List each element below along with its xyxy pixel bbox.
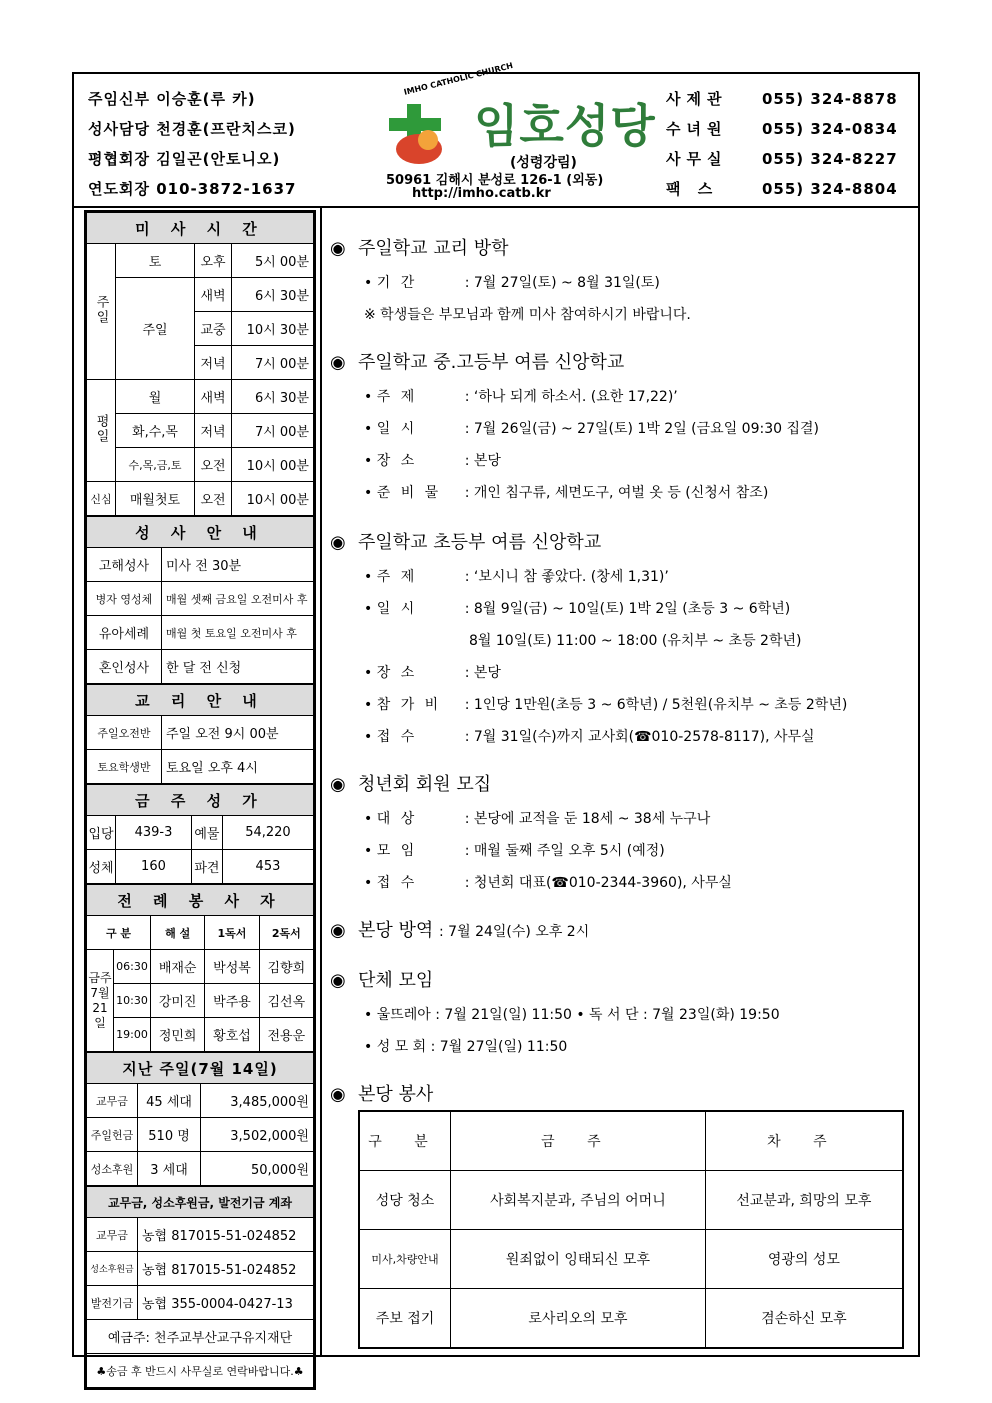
section-youth: ◉ 청년회 회원 모집: [330, 774, 492, 795]
header-left-2: 성사담당 천경훈(프란치스코): [88, 120, 296, 138]
vacation-note: ※ 학생들은 부모님과 함께 미사 참여하시기 바랍니다.: [364, 307, 691, 323]
section-service: ◉ 본당 봉사: [330, 1084, 434, 1105]
servers-time: 19:00: [114, 1018, 151, 1052]
sidebar: [84, 210, 316, 1390]
sacrament-value: 매월 셋째 금요일 오전미사 후: [162, 582, 314, 616]
header: [74, 61, 918, 208]
service-cell: 사회복지분과, 주님의 어머니: [451, 1171, 706, 1230]
offering-count: 510 명: [138, 1118, 201, 1152]
mass-day: 화,수,목: [116, 414, 195, 448]
mass-day: 수,목,금,토: [116, 448, 195, 482]
section-vacation: ◉ 주일학교 교리 방학: [330, 238, 509, 259]
sacrament-key: 혼인성사: [87, 650, 162, 684]
hymn-number: 453: [222, 850, 313, 884]
sacrament-title: 성 사 안 내: [87, 517, 314, 548]
servers-time: 10:30: [114, 984, 151, 1018]
el-item: • 장 소 : 본당: [364, 665, 501, 681]
offering-count: 3 세대: [138, 1152, 201, 1186]
header-right-3: 사무실 055) 324-8227: [666, 150, 898, 168]
mass-time: 5시 00분: [232, 244, 314, 278]
mass-time: 10시 00분: [232, 482, 314, 516]
hymn-table: [86, 784, 314, 884]
service-table: [358, 1110, 904, 1349]
servers-head: 1독서: [205, 916, 259, 950]
service-cell: 겸손하신 모후: [705, 1289, 903, 1349]
servers-head: 2독서: [259, 916, 313, 950]
mass-time: 6시 30분: [232, 278, 314, 312]
server-name: 박성복: [205, 950, 259, 984]
server-name: 김향희: [259, 950, 313, 984]
mass-slot: 오후: [195, 244, 232, 278]
mass-slot: 저녁: [195, 346, 232, 380]
service-head: 구 분: [359, 1111, 451, 1171]
church-address: 50961 김해시 분성로 126-1 (외동): [386, 173, 604, 188]
youth-item: • 모 임 : 매월 둘째 주일 오후 5시 (예정): [364, 843, 665, 859]
el-item: • 일 시 : 8월 9일(금) ~ 10일(토) 1박 2일 (초등 3 ~ 6학년): [364, 601, 791, 617]
el-item: • 참 가 비 : 1인당 1만원(초등 3 ~ 6학년) / 5천원(유치부 ~ 초등 2학년): [364, 697, 848, 713]
groups-line-2: • 성 모 회 : 7월 27일(일) 11:50: [364, 1039, 568, 1055]
servers-head: 해 설: [151, 916, 205, 950]
hymn-number: 160: [116, 850, 192, 884]
hs-item: • 일 시 : 7월 26일(금) ~ 27일(토) 1박 2일 (금요일 09:30 집결): [364, 421, 819, 437]
sacrament-value: 매월 첫 토요일 오전미사 후: [162, 616, 314, 650]
hymn-key: 예물: [191, 816, 222, 850]
el-item: 8월 10일(토) 11:00 ~ 18:00 (유치부 ~ 초등 2학년): [469, 633, 802, 649]
accounts-title: 교무금, 성소후원금, 발전기금 계좌: [87, 1187, 314, 1218]
hymn-key: 입당: [87, 816, 116, 850]
hymn-key: 성체: [87, 850, 116, 884]
mass-slot: 새벽: [195, 278, 232, 312]
offering-amount: 3,502,000원: [201, 1118, 314, 1152]
header-right-1: 사제관 055) 324-8878: [666, 90, 898, 108]
service-row-label: 주보 접기: [359, 1289, 451, 1349]
last-sunday-title: 지난 주일(7월 14일): [87, 1053, 314, 1084]
el-item: • 접 수 : 7월 31일(수)까지 교사회(☎010-2578-8117), 사무실: [364, 729, 815, 745]
church-url[interactable]: http://imho.catb.kr: [412, 186, 551, 201]
doctrine-table: [86, 684, 314, 784]
sunday-label: 주일: [87, 244, 116, 380]
account-key: 발전기금: [87, 1286, 138, 1320]
youth-item: • 대 상 : 본당에 교적을 둔 18세 ~ 38세 누구나: [364, 811, 711, 827]
hs-item: • 준 비 물 : 개인 침구류, 세면도구, 여벌 옷 등 (신청서 참조): [364, 485, 769, 501]
mass-day: 월: [116, 380, 195, 414]
church-subtitle: (성령강림): [510, 155, 577, 171]
service-cell: 영광의 성모: [705, 1230, 903, 1289]
doctrine-key: 주일오전반: [87, 716, 162, 750]
servers-head: 구 분: [87, 916, 151, 950]
mass-slot: 저녁: [195, 414, 232, 448]
hymn-title: 금 주 성 가: [87, 785, 314, 816]
accounts-table: [86, 1186, 314, 1388]
doctrine-title: 교 리 안 내: [87, 685, 314, 716]
weekday-label: 평일: [87, 380, 116, 482]
church-name: 임호성당: [474, 99, 656, 153]
hymn-key: 파견: [191, 850, 222, 884]
hs-item: • 장 소 : 본당: [364, 453, 501, 469]
church-english-name: IMHO CATHOLIC CHURCH: [402, 61, 514, 97]
sacrament-key: 유아세례: [87, 616, 162, 650]
vacation-period: • 기 간 : 7월 27일(토) ~ 8월 31일(토): [364, 275, 660, 291]
column-divider: [320, 207, 322, 1357]
offering-count: 45 세대: [138, 1084, 201, 1118]
account-key: 성소후원금: [87, 1252, 138, 1286]
doctrine-key: 토요학생반: [87, 750, 162, 784]
account-number: 농협 817015-51-024852: [138, 1252, 314, 1286]
groups-line-1: • 울뜨레아 : 7월 21일(일) 11:50 • 독 서 단 : 7월 23일(화) 19:50: [364, 1007, 780, 1023]
bulletin-page: [72, 61, 920, 1378]
servers-title: 전 례 봉 사 자: [87, 885, 314, 916]
server-name: 박주용: [205, 984, 259, 1018]
mass-times-table: [86, 212, 314, 516]
offering-key: 교무금: [87, 1084, 138, 1118]
mass-title: 미 사 시 간: [87, 213, 314, 244]
server-name: 강미진: [151, 984, 205, 1018]
last-sunday-table: [86, 1052, 314, 1186]
special-label: 신심: [87, 482, 116, 516]
servers-time: 06:30: [114, 950, 151, 984]
server-name: 배재순: [151, 950, 205, 984]
el-item: • 주 제 : ‘보시니 참 좋았다. (창세 1,31)’: [364, 569, 669, 585]
header-right-2: 수녀원 055) 324-0834: [666, 120, 898, 138]
mass-slot: 교중: [195, 312, 232, 346]
server-name: 김선옥: [259, 984, 313, 1018]
mass-time: 7시 00분: [232, 414, 314, 448]
header-left-3: 평협회장 김일곤(안토니오): [88, 150, 281, 168]
mass-time: 10시 00분: [232, 448, 314, 482]
section-elementary: ◉ 주일학교 초등부 여름 신앙학교: [330, 532, 602, 553]
sacrament-table: [86, 516, 314, 684]
section-highschool: ◉ 주일학교 중.고등부 여름 신앙학교: [330, 352, 625, 373]
sacrament-value: 미사 전 30분: [162, 548, 314, 582]
mass-day: 매월첫토: [116, 482, 195, 516]
hymn-number: 439-3: [116, 816, 192, 850]
hs-item: • 주 제 : ‘하나 되게 하소서. (요한 17,22)’: [364, 389, 678, 405]
offering-amount: 50,000원: [201, 1152, 314, 1186]
youth-item: • 접 수 : 청년회 대표(☎010-2344-3960), 사무실: [364, 875, 732, 891]
header-left-4: 연도회장 010-3872-1637: [88, 180, 297, 198]
doctrine-value: 토요일 오후 4시: [162, 750, 314, 784]
service-cell: 로사리오의 모후: [451, 1289, 706, 1349]
mass-day: 토: [116, 244, 195, 278]
sacrament-value: 한 달 전 신청: [162, 650, 314, 684]
offering-key: 주일헌금: [87, 1118, 138, 1152]
service-cell: 선교분과, 희망의 모후: [705, 1171, 903, 1230]
mass-slot: 오전: [195, 448, 232, 482]
header-right-4: 팩 스 055) 324-8804: [666, 180, 898, 198]
service-head: 금 주: [451, 1111, 706, 1171]
offering-amount: 3,485,000원: [201, 1084, 314, 1118]
header-left-1: 주임신부 이승훈(루 카): [88, 90, 256, 108]
service-head: 차 주: [705, 1111, 903, 1171]
servers-date: 금주 7월 21일: [87, 950, 114, 1052]
doctrine-value: 주일 오전 9시 00분: [162, 716, 314, 750]
mass-slot: 오전: [195, 482, 232, 516]
service-row-label: 성당 청소: [359, 1171, 451, 1230]
server-name: 정민희: [151, 1018, 205, 1052]
mass-day: 주일: [116, 278, 195, 380]
sacrament-key: 고해성사: [87, 548, 162, 582]
sacrament-key: 병자 영성체: [87, 582, 162, 616]
account-number: 농협 817015-51-024852: [138, 1218, 314, 1252]
section-groups: ◉ 단체 모임: [330, 970, 434, 991]
service-cell: 원죄없이 잉태되신 모후: [451, 1230, 706, 1289]
server-name: 황호섭: [205, 1018, 259, 1052]
mass-slot: 새벽: [195, 380, 232, 414]
mass-time: 10시 30분: [232, 312, 314, 346]
server-name: 전용운: [259, 1018, 313, 1052]
section-disinfection: ◉ 본당 방역 : 7월 24일(수) 오후 2시: [330, 920, 590, 941]
account-holder: 예금주: 천주교부산교구유지재단: [87, 1320, 314, 1354]
account-note: ♣송금 후 반드시 사무실로 연락바랍니다.♣: [87, 1354, 314, 1388]
account-number: 농협 355-0004-0427-13: [138, 1286, 314, 1320]
hymn-number: 54,220: [222, 816, 313, 850]
account-key: 교무금: [87, 1218, 138, 1252]
mass-time: 7시 00분: [232, 346, 314, 380]
service-row-label: 미사,차량안내: [359, 1230, 451, 1289]
mass-time: 6시 30분: [232, 380, 314, 414]
servers-table: [86, 884, 314, 1052]
offering-key: 성소후원: [87, 1152, 138, 1186]
